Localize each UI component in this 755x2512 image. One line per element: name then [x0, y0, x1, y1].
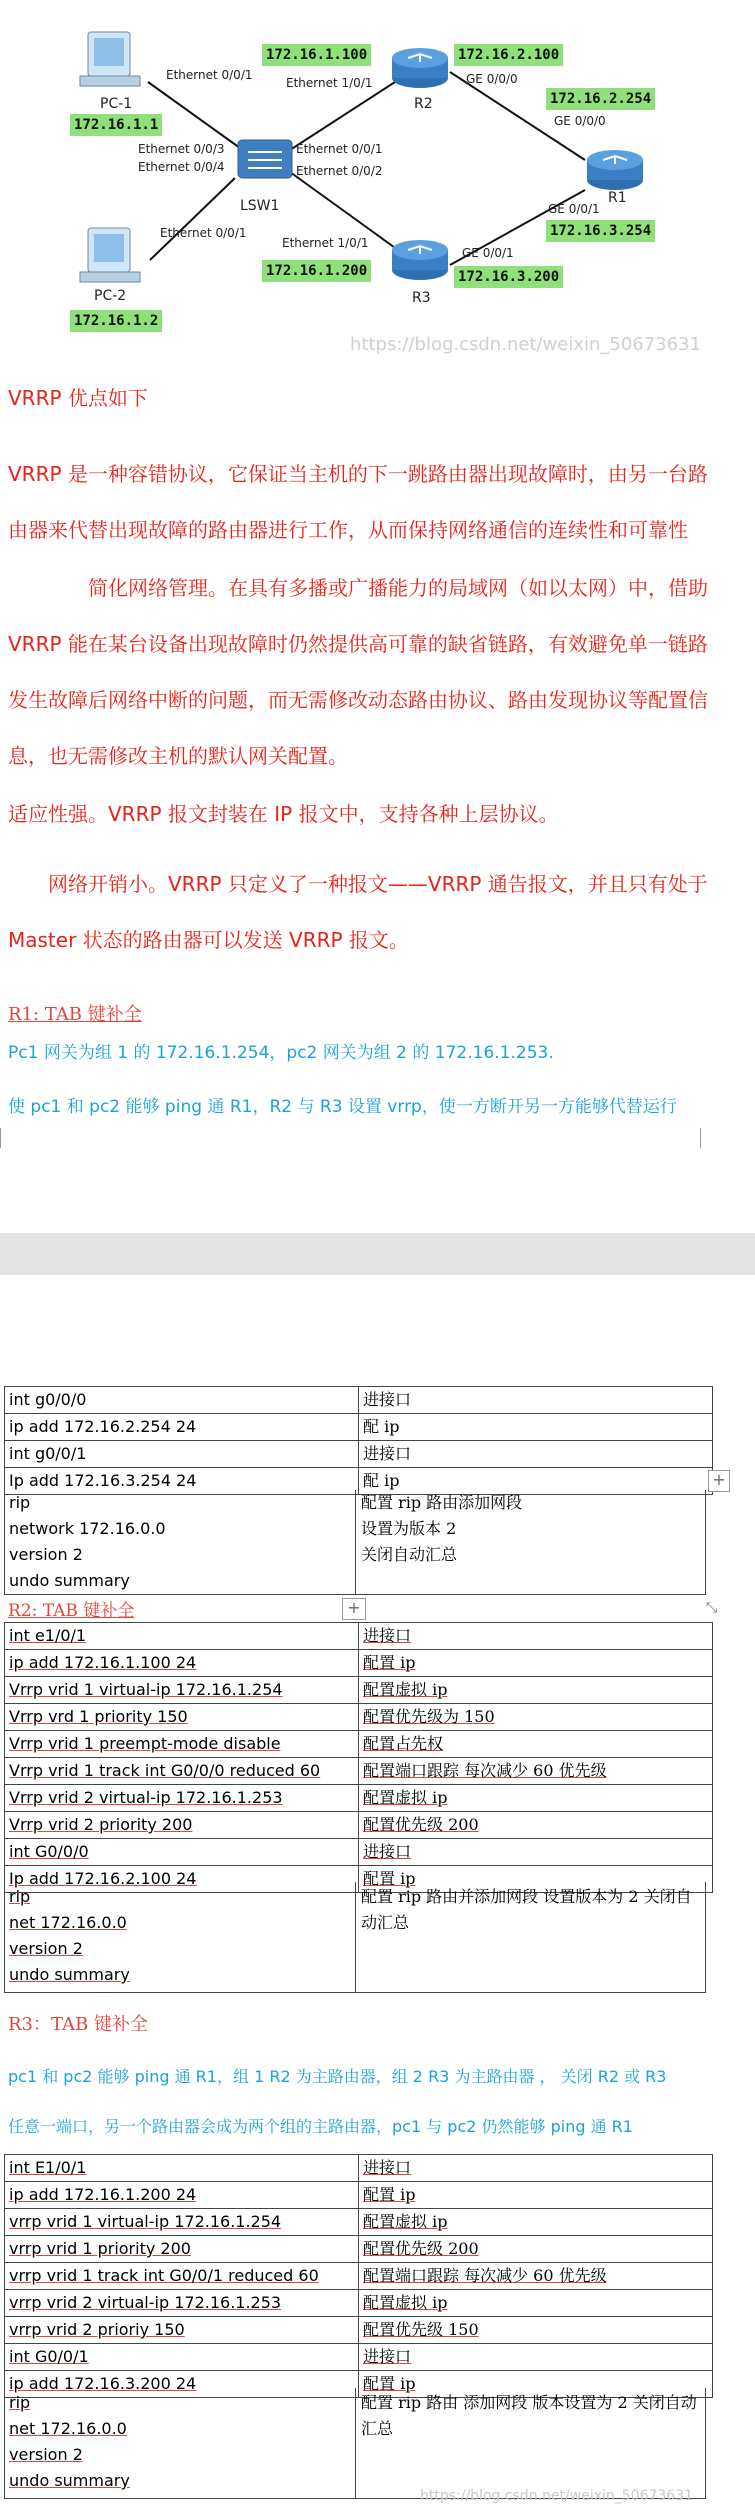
ip-r1-g1: 172.16.3.254 — [546, 220, 655, 242]
r2-row — [5, 1731, 713, 1758]
r3-row — [5, 2263, 713, 2290]
r3-note-cell: 进接口 — [359, 2344, 713, 2371]
r2-label: R2 — [414, 96, 433, 112]
link-pc2-lsw1 — [150, 178, 235, 260]
r2-command-cell: Vrrp vrid 1 track int G0/0/0 reduced 60 — [5, 1758, 359, 1785]
r2-command-cell: Vrrp vrd 1 priority 150 — [5, 1704, 359, 1731]
resize-handle-icon[interactable]: ⤡ — [706, 1600, 718, 1616]
r3-command-cell: ip add 172.16.3.200 24 — [5, 2371, 359, 2398]
topology-links — [0, 0, 755, 360]
r3-row — [5, 2236, 713, 2263]
r2-command-cell: Vrrp vrid 2 priority 200 — [5, 1812, 359, 1839]
r3-rip-cmd: rip — [9, 2393, 31, 2412]
r2-command-cell: ip add 172.16.1.100 24 — [5, 1650, 359, 1677]
pc2-label: PC-2 — [94, 288, 127, 304]
r3-label: R3 — [412, 290, 431, 306]
ip-r2-e1: 172.16.1.100 — [262, 44, 371, 66]
r2-rip-note: 配置 rip 路由并添加网段 设置版本为 2 关闭自动汇总 — [361, 1887, 692, 1932]
if-pc2-eth: Ethernet 0/0/1 — [160, 226, 247, 240]
r1-rip-note: 关闭自动汇总 — [361, 1545, 458, 1564]
r3-config-table — [4, 2154, 713, 2398]
r2-row — [5, 1839, 713, 1866]
if-r1-ge0: GE 0/0/0 — [554, 114, 606, 128]
ip-pc1: 172.16.1.1 — [70, 114, 162, 136]
page-break-band — [0, 1233, 755, 1275]
gateway-note: Pc1 网关为组 1 的 172.16.1.254，pc2 网关为组 2 的 172.16.1.253. — [8, 1043, 554, 1063]
r2-note-cell: 进接口 — [359, 1839, 713, 1866]
r3-command-cell: vrrp vrid 2 virtual-ip 172.16.1.253 — [5, 2290, 359, 2317]
if-lsw-004: Ethernet 0/0/4 — [138, 160, 225, 174]
if-lsw-002: Ethernet 0/0/2 — [296, 164, 383, 178]
ip-r3-e1: 172.16.1.200 — [262, 260, 371, 282]
r2-row — [5, 1623, 713, 1650]
r3-command-cell: vrrp vrid 1 track int G0/0/1 reduced 60 — [5, 2263, 359, 2290]
r3-command-cell: vrrp vrid 1 virtual-ip 172.16.1.254 — [5, 2209, 359, 2236]
router-r3-icon — [392, 240, 448, 280]
ip-r1-g0: 172.16.2.254 — [546, 88, 655, 110]
r1-row — [5, 1441, 713, 1468]
if-r2-e: Ethernet 1/0/1 — [286, 76, 373, 90]
r2-row — [5, 1650, 713, 1677]
page-corner-left — [0, 1128, 11, 1148]
r2-row — [5, 1677, 713, 1704]
switch-icon — [238, 140, 292, 178]
topology-diagram — [0, 0, 755, 360]
r2-rip-cmd: undo summary — [9, 1965, 130, 1984]
r3-note-1: pc1 和 pc2 能够 ping 通 R1，组 1 R2 为主路由器，组 2 R3 为主路由器 ， 关闭 R2 或 R3 — [8, 2067, 667, 2086]
pc2-icon — [80, 228, 140, 282]
r3-note-2: 任意一端口，另一个路由器会成为两个组的主路由器，pc1 与 pc2 仍然能够 ping 通 R1 — [8, 2117, 633, 2136]
paragraph-overhead: 网络开销小。VRRP 只定义了一种报文——VRRP 通告报文，并且只有处于 Master 状态的路由器可以发送 VRRP 报文。 — [8, 872, 708, 952]
r1-command-cell: Ip add 172.16.3.254 24 — [5, 1468, 359, 1495]
r3-row — [5, 2290, 713, 2317]
r3-note-cell: 配置端口跟踪 每次减少 60 优先级 — [359, 2263, 713, 2290]
r1-rip-cmd: undo summary — [9, 1571, 130, 1590]
r2-heading: R2: TAB 键补全 — [8, 1601, 135, 1621]
r2-note-cell: 配置优先级为 150 — [359, 1704, 713, 1731]
r3-note-cell: 进接口 — [359, 2155, 713, 2182]
router-r1-icon — [587, 150, 643, 190]
r3-row — [5, 2155, 713, 2182]
r1-config-table — [4, 1386, 713, 1495]
paragraph-fault-tolerance: VRRP 是一种容错协议，它保证当主机的下一跳路由器出现故障时，由另一台路由器来代替出现故障的路由器进行工作，从而保持网络通信的连续性和可靠性 — [8, 462, 708, 542]
r3-rip-cmds — [9, 2390, 349, 2494]
r1-note-cell: 配 ip — [359, 1468, 713, 1495]
r2-note-cell: 进接口 — [359, 1623, 713, 1650]
r2-note-cell: 配置端口跟踪 每次减少 60 优先级 — [359, 1758, 713, 1785]
if-lsw-001: Ethernet 0/0/1 — [296, 142, 383, 156]
r1-rip-divider — [355, 1490, 356, 1594]
r1-rip-notes — [361, 1490, 701, 1568]
r1-rip-cmds — [9, 1490, 349, 1594]
r3-command-cell: int G0/0/1 — [5, 2344, 359, 2371]
r1-command-cell: int g0/0/1 — [5, 1441, 359, 1468]
r2-note-cell: 配置虚拟 ip — [359, 1677, 713, 1704]
r3-command-cell: int E1/0/1 — [5, 2155, 359, 2182]
r2-rip-cmd: version 2 — [9, 1939, 83, 1958]
r1-rip-cmd: rip — [9, 1493, 31, 1512]
r3-heading: R3：TAB 键补全 — [8, 2014, 148, 2035]
r3-rip-cmd: undo summary — [9, 2471, 130, 2490]
ip-pc2: 172.16.1.2 — [70, 310, 162, 332]
r2-command-cell: int e1/0/1 — [5, 1623, 359, 1650]
router-r2-icon — [392, 48, 448, 88]
r3-rip-cmd: version 2 — [9, 2445, 83, 2464]
if-r3-e: Ethernet 1/0/1 — [282, 236, 369, 250]
paragraph-adaptability: 适应性强。VRRP 报文封装在 IP 报文中，支持各种上层协议。 — [8, 802, 559, 826]
lsw1-label: LSW1 — [240, 198, 280, 214]
page-corner-right — [700, 1128, 711, 1148]
r2-row — [5, 1704, 713, 1731]
r1-rip-note: 配置 rip 路由添加网段 — [361, 1493, 523, 1512]
r2-row — [5, 1758, 713, 1785]
ip-r3-g0: 172.16.3.200 — [454, 266, 563, 288]
r3-rip-divider — [355, 2388, 356, 2498]
r2-note-cell: 配置 ip — [359, 1650, 713, 1677]
goal-note: 使 pc1 和 pc2 能够 ping 通 R1，R2 与 R3 设置 vrrp，使一方断开另一方能够代替运行 — [8, 1097, 677, 1117]
r1-note-cell: 进接口 — [359, 1387, 713, 1414]
r1-rip-cmd: network 172.16.0.0 — [9, 1519, 166, 1538]
bottom-watermark: https://blog.csdn.net/weixin_50673631 — [420, 2488, 694, 2504]
if-r2-ge: GE 0/0/0 — [466, 72, 518, 86]
r3-rip-note: 配置 rip 路由 添加网段 版本设置为 2 关闭自动汇总 — [361, 2393, 697, 2438]
r1-rip-block — [4, 1490, 706, 1595]
r2-row — [5, 1785, 713, 1812]
r2-rip-cmd: rip — [9, 1887, 31, 1906]
r1-rip-cmd: version 2 — [9, 1545, 83, 1564]
r2-command-cell: Vrrp vrid 2 virtual-ip 172.16.1.253 — [5, 1785, 359, 1812]
link-lsw1-r2 — [290, 82, 395, 150]
r3-row — [5, 2182, 713, 2209]
r3-note-cell: 配置优先级 150 — [359, 2317, 713, 2344]
vrrp-heading: VRRP 优点如下 — [8, 386, 148, 410]
r3-note-cell: 配置 ip — [359, 2182, 713, 2209]
r3-row — [5, 2344, 713, 2371]
r1-command-cell: ip add 172.16.2.254 24 — [5, 1414, 359, 1441]
r3-row — [5, 2317, 713, 2344]
add-row-button[interactable]: + — [708, 1470, 730, 1492]
r2-note-cell: 配置 ip — [359, 1866, 713, 1893]
r3-command-cell: ip add 172.16.1.200 24 — [5, 2182, 359, 2209]
ip-r2-g0: 172.16.2.100 — [454, 44, 563, 66]
r3-command-cell: vrrp vrid 1 priority 200 — [5, 2236, 359, 2263]
r3-note-cell: 配置虚拟 ip — [359, 2209, 713, 2236]
watermark: https://blog.csdn.net/weixin_50673631 — [350, 334, 702, 355]
r2-rip-cmds — [9, 1884, 349, 1988]
r1-rip-note: 设置为版本 2 — [361, 1519, 457, 1538]
if-r3-ge: GE 0/0/1 — [462, 246, 514, 260]
pc1-icon — [80, 32, 140, 86]
r2-command-cell: Vrrp vrid 1 preempt-mode disable — [5, 1731, 359, 1758]
pc1-label: PC-1 — [100, 96, 133, 112]
r2-command-cell: Ip add 172.16.2.100 24 — [5, 1866, 359, 1893]
r2-note-cell: 配置占先权 — [359, 1731, 713, 1758]
r2-command-cell: int G0/0/0 — [5, 1839, 359, 1866]
r3-note-cell: 配置虚拟 ip — [359, 2290, 713, 2317]
r1-row — [5, 1387, 713, 1414]
r1-note-cell: 配 ip — [359, 1414, 713, 1441]
r2-row — [5, 1812, 713, 1839]
r2-rip-divider — [355, 1882, 356, 1992]
if-lsw-003: Ethernet 0/0/3 — [138, 142, 225, 156]
if-r1-ge1: GE 0/0/1 — [548, 202, 600, 216]
r1-note-cell: 进接口 — [359, 1441, 713, 1468]
r1-label: R1 — [608, 190, 627, 206]
r3-rip-block — [4, 2388, 706, 2499]
r1-row — [5, 1414, 713, 1441]
r2-command-cell: Vrrp vrid 1 virtual-ip 172.16.1.254 — [5, 1677, 359, 1704]
r3-note-cell: 配置优先级 200 — [359, 2236, 713, 2263]
paragraph-simplify: 简化网络管理。在具有多播或广播能力的局域网（如以太网）中，借助 VRRP 能在某台设备出现故障时仍然提供高可靠的缺省链路，有效避免单一链路发生故障后网络中断的问题，而无需修改动态路由协议、路由发现协议等配置信息，也无需修改主机的默认网关配置。 — [8, 576, 708, 768]
r2-note-cell: 配置优先级 200 — [359, 1812, 713, 1839]
r2-config-table — [4, 1622, 713, 1893]
r1-command-cell: int g0/0/0 — [5, 1387, 359, 1414]
r3-command-cell: vrrp vrid 2 prioriy 150 — [5, 2317, 359, 2344]
r2-rip-cmd: net 172.16.0.0 — [9, 1913, 127, 1932]
r2-note-cell: 配置虚拟 ip — [359, 1785, 713, 1812]
r1-heading: R1: TAB 键补全 — [8, 1004, 142, 1025]
r3-rip-cmd: net 172.16.0.0 — [9, 2419, 127, 2438]
insert-row-button[interactable]: + — [342, 1598, 366, 1620]
r2-rip-block — [4, 1882, 706, 1993]
if-pc1-eth: Ethernet 0/0/1 — [166, 68, 253, 82]
r3-row — [5, 2209, 713, 2236]
r3-note-cell: 配置 ip — [359, 2371, 713, 2398]
